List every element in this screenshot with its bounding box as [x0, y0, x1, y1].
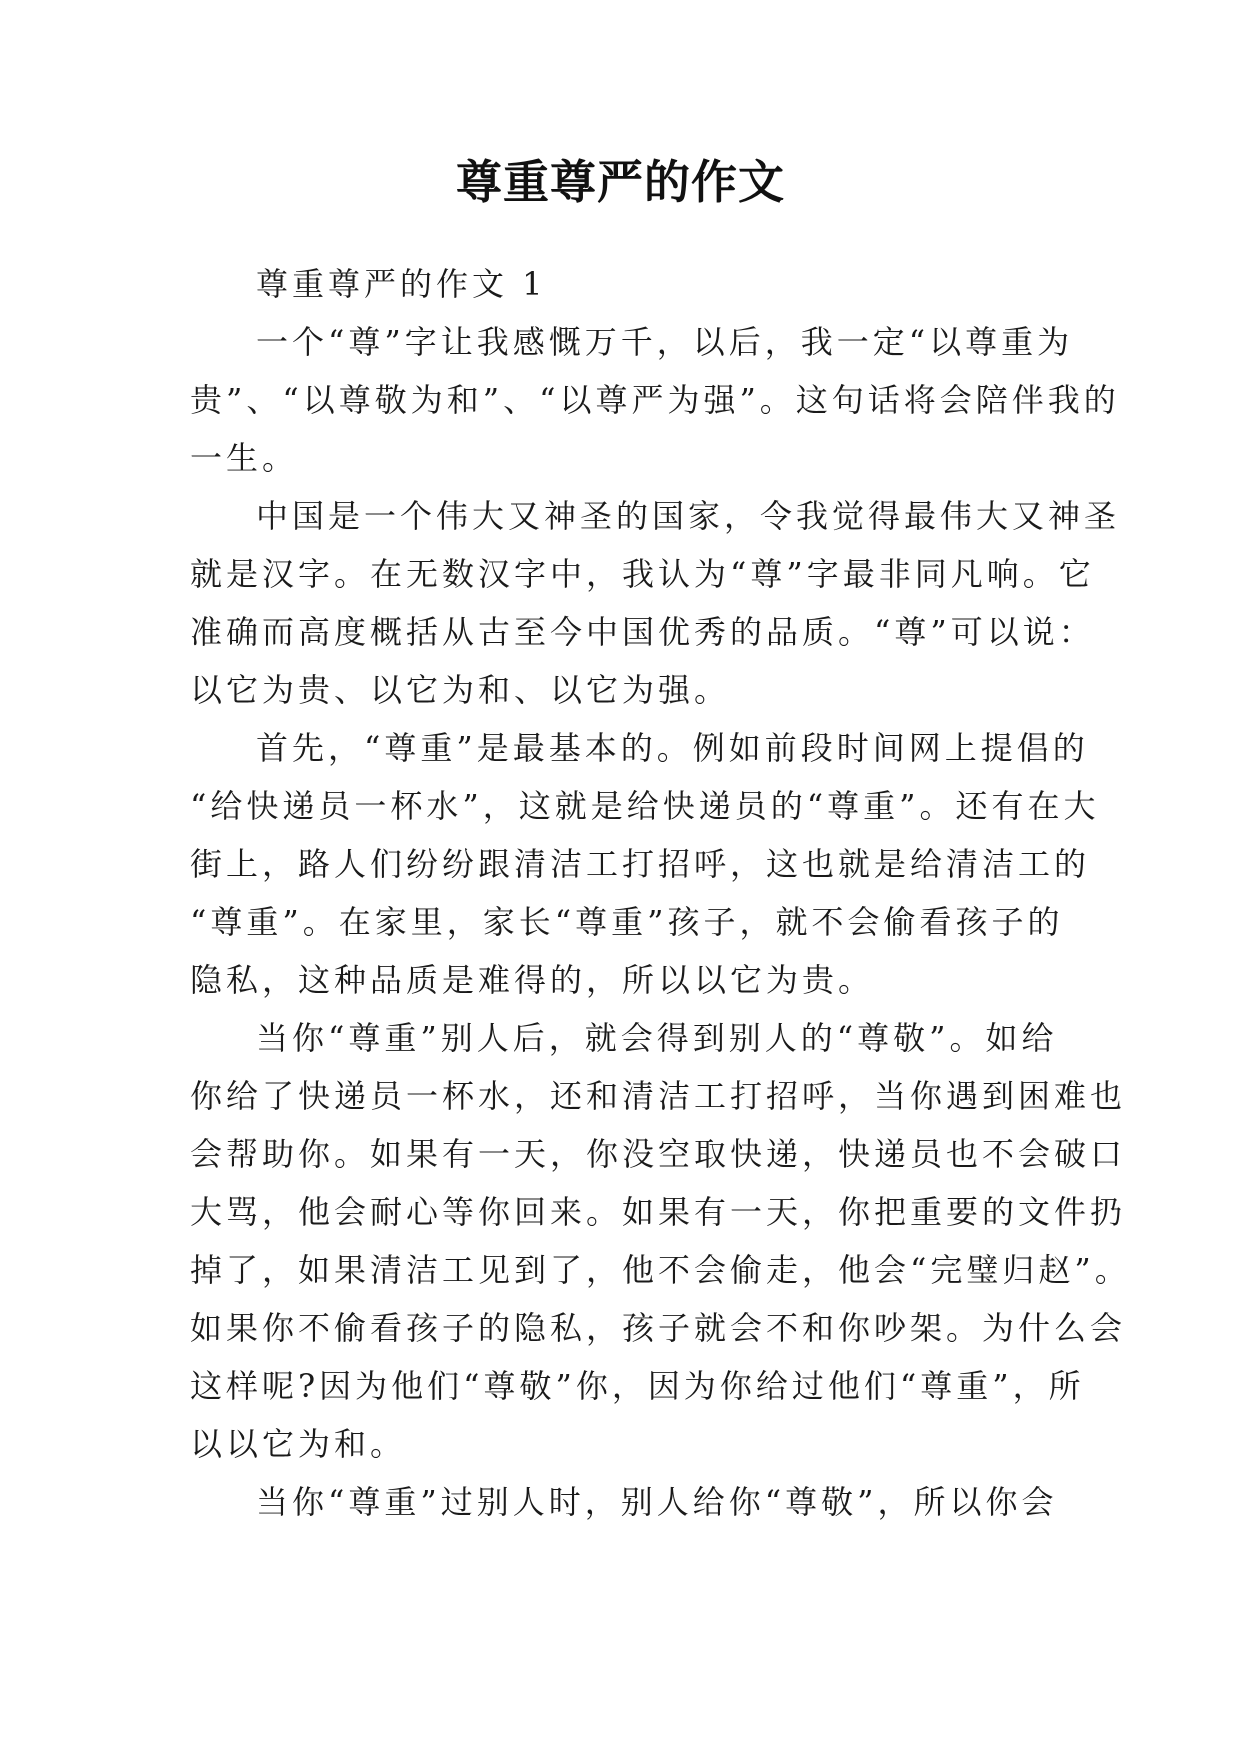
text-line: 当你“尊重”别人后，就会得到别人的“尊敬”。如给: [256, 1019, 1058, 1057]
text-line: 以以它为和。: [190, 1425, 407, 1463]
text-line: 以它为贵、以它为和、以它为强。: [190, 671, 731, 709]
text-line: 中国是一个伟大又神圣的国家，令我觉得最伟大又神圣: [256, 497, 1121, 535]
text-line: 就是汉字。在无数汉字中，我认为“尊”字最非同凡响。它: [190, 555, 1095, 593]
text-line: 你给了快递员一杯水，还和清洁工打招呼，当你遇到困难也: [190, 1077, 1127, 1115]
text-line: 会帮助你。如果有一天，你没空取快递，快递员也不会破口: [190, 1135, 1127, 1173]
text-line: 首先，“尊重”是最基本的。例如前段时间网上提倡的: [256, 729, 1089, 767]
text-line: 隐私，这种品质是难得的，所以以它为贵。: [190, 961, 875, 999]
text-line: 大骂，他会耐心等你回来。如果有一天，你把重要的文件扔: [190, 1193, 1127, 1231]
text-line: 这样呢?因为他们“尊敬”你，因为你给过他们“尊重”，所: [190, 1367, 1085, 1405]
text-line: 贵”、“以尊敬为和”、“以尊严为强”。这句话将会陪伴我的: [190, 381, 1120, 419]
text-line: 一生。: [190, 439, 299, 477]
text-line: 掉了，如果清洁工见到了，他不会偷走，他会“完璧归赵”。: [190, 1251, 1131, 1289]
text-line: 尊重尊严的作文 1: [256, 265, 547, 303]
text-line: 当你“尊重”过别人时，别人给你“尊敬”，所以你会: [256, 1483, 1058, 1521]
text-line: 一个“尊”字让我感慨万千，以后，我一定“以尊重为: [256, 323, 1074, 361]
text-line: “给快递员一杯水”，这就是给快递员的“尊重”。还有在大: [190, 787, 1100, 825]
text-line: “尊重”。在家里，家长“尊重”孩子，就不会偷看孩子的: [190, 903, 1064, 941]
document-title: 尊重尊严的作文: [456, 155, 785, 209]
text-line: 准确而高度概括从古至今中国优秀的品质。“尊”可以说：: [190, 613, 1095, 651]
text-line: 如果你不偷看孩子的隐私，孩子就会不和你吵架。为什么会: [190, 1309, 1127, 1347]
document-body: [190, 255, 1131, 1531]
text-line: 街上，路人们纷纷跟清洁工打招呼，这也就是给清洁工的: [190, 845, 1091, 883]
